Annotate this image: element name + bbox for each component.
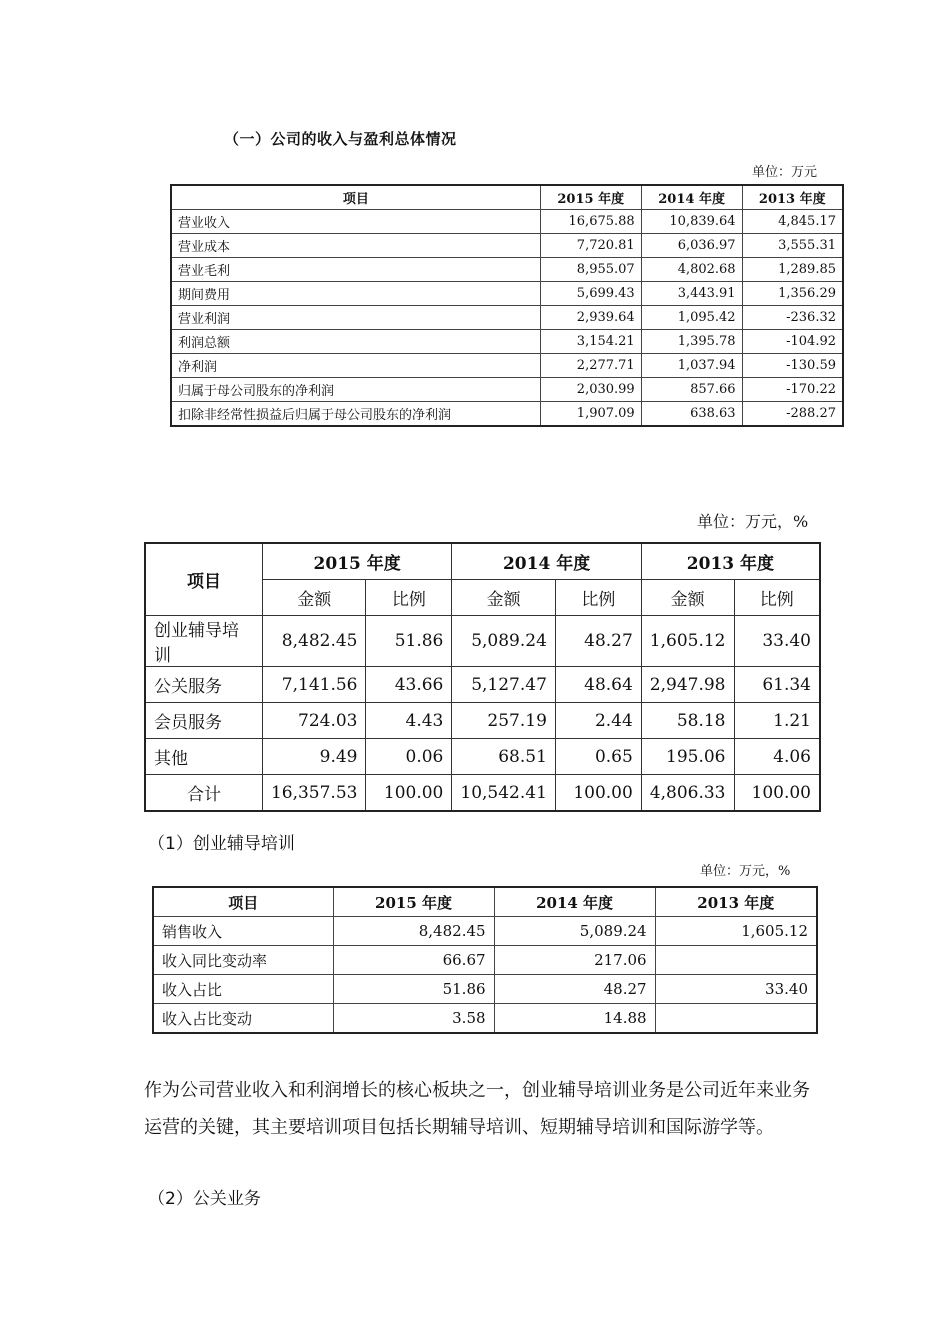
header-item: 项目: [171, 185, 540, 210]
table-row: [153, 1004, 817, 1034]
total-cell: 100.00: [734, 775, 820, 812]
table-cell: 5,089.24: [452, 616, 556, 667]
table-cell: 5,699.43: [540, 282, 641, 306]
table-row: [145, 739, 820, 775]
table-cell: -170.22: [742, 378, 843, 402]
table-cell: 3.58: [333, 1004, 494, 1034]
table-row: [171, 234, 843, 258]
table-row: [171, 210, 843, 234]
unit-label: 单位：万元，%: [697, 512, 809, 531]
table-cell: 2,277.71: [540, 354, 641, 378]
total-cell: 4,806.33: [641, 775, 734, 812]
row-label: 净利润: [171, 354, 540, 378]
table-cell: 3,154.21: [540, 330, 641, 354]
row-label: 期间费用: [171, 282, 540, 306]
total-label: 合计: [145, 775, 262, 812]
table-cell: 7,141.56: [262, 667, 366, 703]
table-cell: 217.06: [494, 946, 655, 975]
table-cell: 4.06: [734, 739, 820, 775]
table-row: [153, 946, 817, 975]
row-label: 归属于母公司股东的净利润: [171, 378, 540, 402]
header-2014: 2014 年度: [641, 185, 742, 210]
section-title-income-profit: （一）公司的收入与盈利总体情况: [224, 130, 457, 148]
section-title-entrepreneurship-training: （1）创业辅导培训: [148, 834, 295, 854]
table-cell: 16,675.88: [540, 210, 641, 234]
table-cell: 1,395.78: [641, 330, 742, 354]
table-cell: 2.44: [555, 703, 641, 739]
table-cell: 1.21: [734, 703, 820, 739]
row-label: 收入占比变动: [153, 1004, 333, 1034]
table-cell: 1,605.12: [655, 917, 817, 946]
table-cell: 3,443.91: [641, 282, 742, 306]
table-cell: 1,037.94: [641, 354, 742, 378]
table-cell: 1,907.09: [540, 402, 641, 427]
table-cell: 0.65: [555, 739, 641, 775]
table-row: [171, 282, 843, 306]
total-cell: 10,542.41: [452, 775, 556, 812]
table-cell: [655, 946, 817, 975]
table-cell: 257.19: [452, 703, 556, 739]
header-amount: 金额: [641, 580, 734, 616]
revenue-composition-table: [144, 542, 821, 812]
row-label: 扣除非经常性损益后归属于母公司股东的净利润: [171, 402, 540, 427]
table-cell: 8,482.45: [333, 917, 494, 946]
table-cell: 8,955.07: [540, 258, 641, 282]
body-paragraph: 作为公司营业收入和利润增长的核心板块之一，创业辅导培训业务是公司近年来业务运营的关键，其主要培训项目包括长期辅导培训、短期辅导培训和国际游学等。: [144, 1080, 810, 1138]
header-amount: 金额: [452, 580, 556, 616]
table-row: [153, 975, 817, 1004]
table-cell: 48.27: [494, 975, 655, 1004]
row-label: 销售收入: [153, 917, 333, 946]
income-profit-table: [170, 184, 844, 427]
total-cell: 16,357.53: [262, 775, 366, 812]
table-cell: 7,720.81: [540, 234, 641, 258]
table-row: [171, 402, 843, 427]
row-label: 公关服务: [145, 667, 262, 703]
training-revenue-table: [152, 886, 818, 1034]
table-row: [145, 703, 820, 739]
table-row: [171, 354, 843, 378]
table-cell: 2,939.64: [540, 306, 641, 330]
table-cell: 1,289.85: [742, 258, 843, 282]
table-cell: 48.64: [555, 667, 641, 703]
table-cell: 1,356.29: [742, 282, 843, 306]
table-cell: 10,839.64: [641, 210, 742, 234]
row-label: 会员服务: [145, 703, 262, 739]
header-2013: 2013 年度: [655, 887, 817, 917]
table-cell: 195.06: [641, 739, 734, 775]
table-cell: 48.27: [555, 616, 641, 667]
table-cell: 5,127.47: [452, 667, 556, 703]
total-cell: 100.00: [366, 775, 452, 812]
table-cell: 1,605.12: [641, 616, 734, 667]
row-label: 创业辅导培训: [145, 616, 262, 667]
table-cell: 51.86: [366, 616, 452, 667]
table-cell: 2,947.98: [641, 667, 734, 703]
header-2015: 2015 年度: [333, 887, 494, 917]
table-cell: 9.49: [262, 739, 366, 775]
table-row: [145, 667, 820, 703]
table-header-row: [145, 543, 820, 580]
table-cell: 1,095.42: [641, 306, 742, 330]
table-row: [153, 917, 817, 946]
table-total-row: [145, 775, 820, 812]
table-cell: -288.27: [742, 402, 843, 427]
row-label: 营业毛利: [171, 258, 540, 282]
table-header-row: [171, 185, 843, 210]
row-label: 收入占比: [153, 975, 333, 1004]
table-cell: 6,036.97: [641, 234, 742, 258]
table-cell: 58.18: [641, 703, 734, 739]
header-amount: 金额: [262, 580, 366, 616]
table-cell: -130.59: [742, 354, 843, 378]
table-cell: 51.86: [333, 975, 494, 1004]
table-cell: 4,845.17: [742, 210, 843, 234]
table-cell: 4,802.68: [641, 258, 742, 282]
table-cell: 857.66: [641, 378, 742, 402]
header-item: 项目: [153, 887, 333, 917]
row-label: 营业成本: [171, 234, 540, 258]
row-label: 利润总额: [171, 330, 540, 354]
table-cell: 4.43: [366, 703, 452, 739]
table-header-row: [153, 887, 817, 917]
unit-label: 单位：万元: [752, 165, 818, 180]
table-row: [171, 258, 843, 282]
header-item: 项目: [145, 543, 262, 616]
header-2015: 2015 年度: [262, 543, 451, 580]
total-cell: 100.00: [555, 775, 641, 812]
table-cell: 68.51: [452, 739, 556, 775]
table-row: [145, 616, 820, 667]
table-cell: -236.32: [742, 306, 843, 330]
table-row: [171, 378, 843, 402]
table-cell: 3,555.31: [742, 234, 843, 258]
row-label: 营业利润: [171, 306, 540, 330]
section-title-pr-business: （2）公关业务: [148, 1189, 261, 1209]
table-cell: 8,482.45: [262, 616, 366, 667]
table-cell: 61.34: [734, 667, 820, 703]
table-row: [171, 306, 843, 330]
table-cell: 33.40: [734, 616, 820, 667]
table-cell: 66.67: [333, 946, 494, 975]
header-2015: 2015 年度: [540, 185, 641, 210]
table-cell: 5,089.24: [494, 917, 655, 946]
table-cell: 2,030.99: [540, 378, 641, 402]
header-ratio: 比例: [555, 580, 641, 616]
table-cell: 43.66: [366, 667, 452, 703]
unit-label: 单位：万元，%: [700, 864, 791, 879]
header-2013: 2013 年度: [641, 543, 820, 580]
table-cell: 638.63: [641, 402, 742, 427]
table-cell: 724.03: [262, 703, 366, 739]
table-cell: 0.06: [366, 739, 452, 775]
table-cell: -104.92: [742, 330, 843, 354]
row-label: 营业收入: [171, 210, 540, 234]
table-cell: 14.88: [494, 1004, 655, 1034]
header-2014: 2014 年度: [494, 887, 655, 917]
header-2014: 2014 年度: [452, 543, 641, 580]
header-2013: 2013 年度: [742, 185, 843, 210]
header-ratio: 比例: [366, 580, 452, 616]
table-row: [171, 330, 843, 354]
header-ratio: 比例: [734, 580, 820, 616]
row-label: 收入同比变动率: [153, 946, 333, 975]
table-cell: 33.40: [655, 975, 817, 1004]
row-label: 其他: [145, 739, 262, 775]
table-cell: [655, 1004, 817, 1034]
